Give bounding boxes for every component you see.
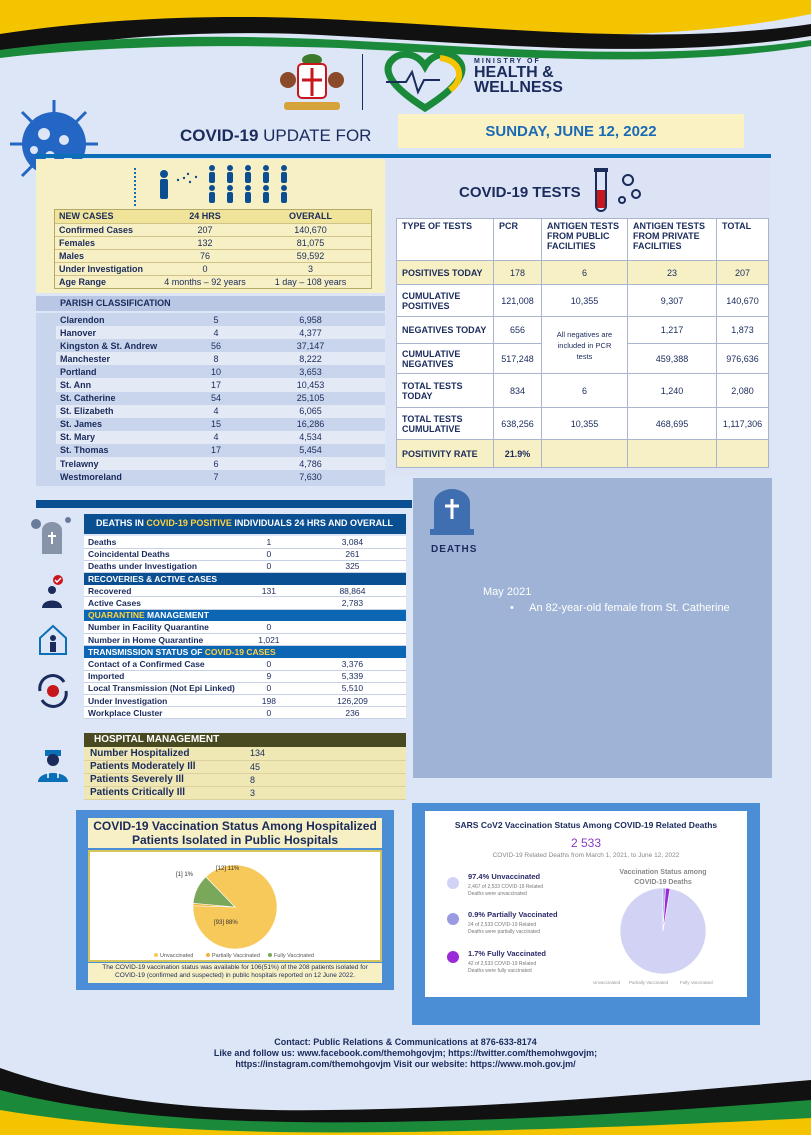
vacc-deaths-chart xyxy=(425,811,747,997)
full-desc2: Deaths were fully vaccinated xyxy=(468,968,532,974)
recovery-person-icon xyxy=(38,574,68,610)
tests-cell: 1,240 xyxy=(628,374,717,408)
parish-overall: 6,065 xyxy=(236,405,385,418)
unvacc-desc2: Deaths were unvaccinated xyxy=(468,891,527,897)
tests-cell: 459,388 xyxy=(628,344,717,374)
tests-cell: 121,008 xyxy=(494,285,542,317)
case-row-label: Females xyxy=(59,237,96,248)
unvacc-pct: 97.4% Unvaccinated xyxy=(468,872,541,881)
unvacc-desc1: 2,467 of 2,533 COVID-19 Related xyxy=(468,884,544,890)
tests-row-label: CUMULATIVE POSITIVES xyxy=(397,285,494,317)
vacc-hosp-title-line2: Patients Isolated in Public Hospitals xyxy=(131,833,339,847)
transmission-overall: 3,376 xyxy=(299,658,406,670)
parish-overall: 37,147 xyxy=(236,339,385,352)
tombstone-icon xyxy=(428,487,476,537)
deaths-table-title xyxy=(84,514,406,534)
hospital-row-value: 8 xyxy=(244,773,406,786)
deaths-row-overall: 3,084 xyxy=(299,536,406,548)
case-row-24h: 132 xyxy=(197,237,213,248)
case-row-overall: 81,075 xyxy=(296,237,325,248)
tests-table xyxy=(396,218,769,468)
title-rest: UPDATE FOR xyxy=(258,126,372,145)
parish-24h: 6 xyxy=(196,457,236,470)
case-row-label: Males xyxy=(59,250,85,261)
parish-row xyxy=(56,405,385,418)
partial-desc2: Deaths were partially vaccinated xyxy=(468,929,540,935)
recoveries-title: RECOVERIES & ACTIVE CASES xyxy=(84,573,406,585)
tests-cell: 1,873 xyxy=(717,317,769,344)
label-unvacc: [93] 88% xyxy=(214,920,238,926)
deaths-row-label: Deaths xyxy=(84,536,239,548)
case-row-24h: 76 xyxy=(199,250,210,261)
parish-row xyxy=(56,326,385,339)
tests-cell: 1,117,306 xyxy=(717,408,769,440)
legend-partial-swatch xyxy=(206,953,210,957)
deaths-title-a: DEATHS IN xyxy=(96,518,147,528)
pie-title-line2: COVID-19 Deaths xyxy=(634,879,692,886)
deaths-month: May 2021 xyxy=(483,586,532,598)
facility-label: Number in Facility Quarantine xyxy=(84,621,239,633)
tests-header-pcr: PCR xyxy=(494,219,542,261)
ministry-name xyxy=(474,58,563,95)
parish-row xyxy=(56,313,385,326)
transmission-24h: 0 xyxy=(239,707,299,719)
case-row-overall: 1 day – 108 years xyxy=(274,276,347,287)
vacc-hosp-note: The COVID-19 vaccination status was available for 106(51%) of the 208 patients isolated for COVID-19 (confirmed and suspected) in public hospitals reported on 12 June 2022. xyxy=(88,963,382,983)
transmission-24h: 0 xyxy=(239,682,299,694)
tests-cell: 9,307 xyxy=(628,285,717,317)
parish-overall: 4,534 xyxy=(236,431,385,444)
cases-header-overall: OVERALL xyxy=(288,211,332,222)
parish-name: St. Ann xyxy=(56,378,196,391)
transmission-title-a: TRANSMISSION STATUS OF xyxy=(88,647,205,658)
label-full: [12] 11% xyxy=(216,866,240,872)
quarantine-title-b: MANAGEMENT xyxy=(144,610,209,621)
parish-24h: 15 xyxy=(196,418,236,431)
legend-unvacc-swatch xyxy=(154,953,158,957)
dotted-divider xyxy=(134,168,136,206)
parish-overall: 4,786 xyxy=(236,457,385,470)
deaths-panel-title: DEATHS xyxy=(431,544,478,555)
logo-divider xyxy=(362,54,363,110)
pie-title-line1: Vaccination Status among xyxy=(619,869,707,876)
parish-title: PARISH CLASSIFICATION xyxy=(36,296,385,311)
bottom-swoosh xyxy=(0,1060,811,1135)
facility-value: 0 xyxy=(239,621,299,633)
parish-panel xyxy=(36,313,385,486)
parish-row xyxy=(56,339,385,352)
deaths-row-overall: 325 xyxy=(299,560,406,572)
tests-cell: 976,636 xyxy=(717,344,769,374)
parish-overall: 8,222 xyxy=(236,352,385,365)
unvacc-dot-icon xyxy=(447,877,459,889)
test-tube-icon xyxy=(590,166,646,218)
hospital-row-value: 3 xyxy=(244,786,406,799)
recovered-overall: 88,864 xyxy=(299,585,406,597)
parish-name: Manchester xyxy=(56,352,196,365)
ministry-line1: MINISTRY OF xyxy=(474,58,541,65)
hospital-row-value: 45 xyxy=(244,760,406,773)
parish-24h: 4 xyxy=(196,326,236,339)
date-banner: SUNDAY, JUNE 12, 2022 xyxy=(398,114,744,148)
case-row-24h: 0 xyxy=(202,263,208,274)
deaths-table xyxy=(84,536,406,719)
parish-name: St. James xyxy=(56,418,196,431)
deaths-row-24h: 0 xyxy=(239,560,299,572)
vacc-deaths-total: 2 533 xyxy=(570,836,602,850)
footer-contact: Contact: Public Relations & Communications at 876-633-8174 xyxy=(274,1037,537,1047)
case-row-overall: 3 xyxy=(307,263,313,274)
parish-overall: 6,958 xyxy=(236,313,385,326)
partial-pct: 0.9% Partially Vaccinated xyxy=(468,910,558,919)
tests-cell: 834 xyxy=(494,374,542,408)
tests-cell: 1,217 xyxy=(628,317,717,344)
transmission-title-b: COVID-19 CASES xyxy=(204,647,276,658)
legend-full: Fully Vaccinated xyxy=(274,953,314,959)
tests-cell: 6 xyxy=(542,261,628,285)
label-partial: [1] 1% xyxy=(176,872,194,878)
parish-name: St. Thomas xyxy=(56,444,196,457)
legend-unvacc: Unvaccinated xyxy=(160,953,194,959)
case-row-label: Under Investigation xyxy=(59,263,144,274)
case-row-overall: 140,670 xyxy=(294,224,327,235)
full-pct: 1.7% Fully Vaccinated xyxy=(468,949,546,958)
hospital-row-label: Patients Moderately Ill xyxy=(84,760,244,773)
home-label: Number in Home Quarantine xyxy=(84,634,239,646)
parish-name: Hanover xyxy=(56,326,196,339)
tests-row-label: NEGATIVES TODAY xyxy=(397,317,494,344)
parish-name: St. Mary xyxy=(56,431,196,444)
parish-24h: 4 xyxy=(196,431,236,444)
tests-header-public: ANTIGEN TESTS FROM PUBLIC FACILITIES xyxy=(542,219,628,261)
parish-row xyxy=(56,352,385,365)
deaths-row-label: Deaths under Investigation xyxy=(84,560,239,572)
tests-row-label: TOTAL TESTS CUMULATIVE xyxy=(397,408,494,440)
parish-name: Trelawny xyxy=(56,457,196,470)
transmission-overall: 126,209 xyxy=(299,694,406,706)
deaths-row-overall: 261 xyxy=(299,548,406,560)
tests-row-label: POSITIVITY RATE xyxy=(397,440,494,468)
transmission-overall: 5,510 xyxy=(299,682,406,694)
parish-overall: 25,105 xyxy=(236,392,385,405)
tests-row-label: TOTAL TESTS TODAY xyxy=(397,374,494,408)
parish-name: St. Catherine xyxy=(56,392,196,405)
hospital-row-label: Number Hospitalized xyxy=(84,747,244,760)
deaths-row-label: Coincidental Deaths xyxy=(84,548,239,560)
case-row-overall: 59,592 xyxy=(296,250,325,261)
recovered-24h: 131 xyxy=(239,585,299,597)
transmission-label: Workplace Cluster xyxy=(84,707,239,719)
legend-partial: Partially Vaccinated xyxy=(212,953,260,959)
parish-name: St. Elizabeth xyxy=(56,405,196,418)
quarantine-title-a: QUARANTINE xyxy=(88,610,145,621)
parish-24h: 5 xyxy=(196,313,236,326)
tests-cell: 517,248 xyxy=(494,344,542,374)
deaths-row-24h: 1 xyxy=(239,536,299,548)
tests-header-private: ANTIGEN TESTS FROM PRIVATE FACILITIES xyxy=(628,219,717,261)
hospital-title: HOSPITAL MANAGEMENT xyxy=(84,733,406,747)
transmission-24h: 198 xyxy=(239,694,299,706)
ministry-line2: HEALTH & xyxy=(474,64,554,81)
negatives-note: All negatives are included in PCR tests xyxy=(542,317,628,374)
tests-title: COVID-19 TESTS xyxy=(459,184,581,201)
parish-24h: 56 xyxy=(196,339,236,352)
tests-cell: 6 xyxy=(542,374,628,408)
vacc-hosp-title xyxy=(88,818,382,848)
cases-header-24hrs: 24 HRS xyxy=(189,211,221,222)
header-divider xyxy=(36,154,771,158)
heart-logo-icon xyxy=(380,50,470,112)
deaths-bullet-item xyxy=(510,602,730,614)
parish-name: Portland xyxy=(56,365,196,378)
tests-cell: 23 xyxy=(628,261,717,285)
parish-name: Westmoreland xyxy=(56,470,196,483)
parish-row xyxy=(56,444,385,457)
full-desc1: 42 of 2,533 COVID-19 Related xyxy=(468,961,537,967)
parish-overall: 10,453 xyxy=(236,378,385,391)
cases-header-label: NEW CASES xyxy=(59,211,114,222)
transmission-label: Imported xyxy=(84,670,239,682)
parish-row xyxy=(56,431,385,444)
tests-row-label: CUMULATIVE NEGATIVES xyxy=(397,344,494,374)
page-title xyxy=(180,126,371,146)
vacc-deaths-subtitle: COVID-19 Related Deaths from March 1, 2021, to June 12, 2022 xyxy=(492,852,680,859)
tombstone-virus-icon xyxy=(28,514,74,556)
parish-row xyxy=(56,418,385,431)
vacc-deaths-title: SARS CoV2 Vaccination Status Among COVID-19 Related Deaths xyxy=(454,820,718,830)
transmission-cycle-icon xyxy=(34,672,72,710)
tests-cell: 638,256 xyxy=(494,408,542,440)
case-row-24h: 207 xyxy=(197,224,213,235)
tests-cell: 10,355 xyxy=(542,408,628,440)
doctor-icon xyxy=(36,748,70,784)
parish-24h: 10 xyxy=(196,365,236,378)
tests-cell: 178 xyxy=(494,261,542,285)
active-label: Active Cases xyxy=(84,597,239,609)
deaths-legend-full: Fully Vaccinated xyxy=(680,980,713,985)
legend-full-swatch xyxy=(268,953,272,957)
case-row-label: Confirmed Cases xyxy=(59,224,134,235)
parish-24h: 8 xyxy=(196,352,236,365)
deaths-legend-partial: Partially Vaccinated xyxy=(629,980,669,985)
transmission-24h: 9 xyxy=(239,670,299,682)
section-divider xyxy=(36,500,412,508)
people-spray-icon xyxy=(150,162,300,204)
transmission-label: Under Investigation xyxy=(84,694,239,706)
transmission-label: Contact of a Confirmed Case xyxy=(84,658,239,670)
deaths-title-c: INDIVIDUALS 24 HRS AND OVERALL xyxy=(231,518,394,528)
vacc-deaths-panel xyxy=(425,811,747,997)
deaths-title-b: COVID-19 POSITIVE xyxy=(146,518,232,528)
case-row-label: Age Range xyxy=(59,276,107,287)
footer-website[interactable]: https://instagram.com/themohgovjm Visit our website: https://www.moh.gov.jm/ xyxy=(235,1059,576,1069)
parish-row xyxy=(56,392,385,405)
title-bold: COVID-19 xyxy=(180,126,259,145)
parish-24h: 4 xyxy=(196,405,236,418)
parish-overall: 4,377 xyxy=(236,326,385,339)
partial-dot-icon xyxy=(447,913,459,925)
tests-cell: 207 xyxy=(717,261,769,285)
tests-header-total: TOTAL xyxy=(717,219,769,261)
active-overall: 2,783 xyxy=(299,597,406,609)
hospital-row-label: Patients Severely Ill xyxy=(84,773,244,786)
transmission-overall: 5,339 xyxy=(299,670,406,682)
parish-24h: 17 xyxy=(196,378,236,391)
parish-24h: 54 xyxy=(196,392,236,405)
parish-overall: 16,286 xyxy=(236,418,385,431)
positivity-rate: 21.9% xyxy=(494,440,542,468)
parish-row xyxy=(56,378,385,391)
ministry-line3: WELLNESS xyxy=(474,79,563,96)
home-quarantine-icon xyxy=(36,622,70,656)
new-cases-table xyxy=(54,209,372,289)
parish-24h: 17 xyxy=(196,444,236,457)
transmission-24h: 0 xyxy=(239,658,299,670)
case-row-24h: 4 months – 92 years xyxy=(164,276,246,287)
parish-name: Clarendon xyxy=(56,313,196,326)
transmission-label: Local Transmission (Not Epi Linked) xyxy=(84,682,239,694)
tests-cell: 656 xyxy=(494,317,542,344)
footer-social[interactable]: Like and follow us: www.facebook.com/themohgovjm; https://twitter.com/themohwgovjm; xyxy=(213,1048,598,1058)
tests-cell: 10,355 xyxy=(542,285,628,317)
tests-header-type: TYPE OF TESTS xyxy=(397,219,494,261)
parish-row xyxy=(56,457,385,470)
hospital-row-value: 134 xyxy=(244,747,406,760)
home-value: 1,021 xyxy=(239,634,299,646)
deaths-bullet-text: An 82-year-old female from St. Catherine xyxy=(529,602,730,614)
partial-desc1: 24 of 2,533 COVID-19 Related xyxy=(468,922,537,928)
parish-overall: 7,630 xyxy=(236,470,385,483)
parish-name: Kingston & St. Andrew xyxy=(56,339,196,352)
tests-cell: 2,080 xyxy=(717,374,769,408)
parish-24h: 7 xyxy=(196,470,236,483)
deaths-legend-unvacc: Unvaccinated xyxy=(593,980,621,985)
vacc-hosp-chart-area xyxy=(88,850,382,962)
recovered-label: Recovered xyxy=(84,585,239,597)
coat-of-arms-icon xyxy=(276,50,348,114)
bullet-icon: • xyxy=(510,602,514,614)
vacc-hosp-pie-chart xyxy=(90,852,380,960)
parish-row xyxy=(56,470,385,483)
parish-row xyxy=(56,365,385,378)
tests-cell: 468,695 xyxy=(628,408,717,440)
parish-overall: 3,653 xyxy=(236,365,385,378)
full-dot-icon xyxy=(447,951,459,963)
hospital-row-label: Patients Critically Ill xyxy=(84,786,244,799)
vacc-hosp-title-line1: COVID-19 Vaccination Status Among Hospitalized xyxy=(93,819,377,833)
parish-list xyxy=(56,313,385,483)
tests-row-label: POSITIVES TODAY xyxy=(397,261,494,285)
transmission-overall: 236 xyxy=(299,707,406,719)
deaths-row-24h: 0 xyxy=(239,548,299,560)
hospital-table xyxy=(84,747,406,800)
parish-overall: 5,454 xyxy=(236,444,385,457)
tests-cell: 140,670 xyxy=(717,285,769,317)
